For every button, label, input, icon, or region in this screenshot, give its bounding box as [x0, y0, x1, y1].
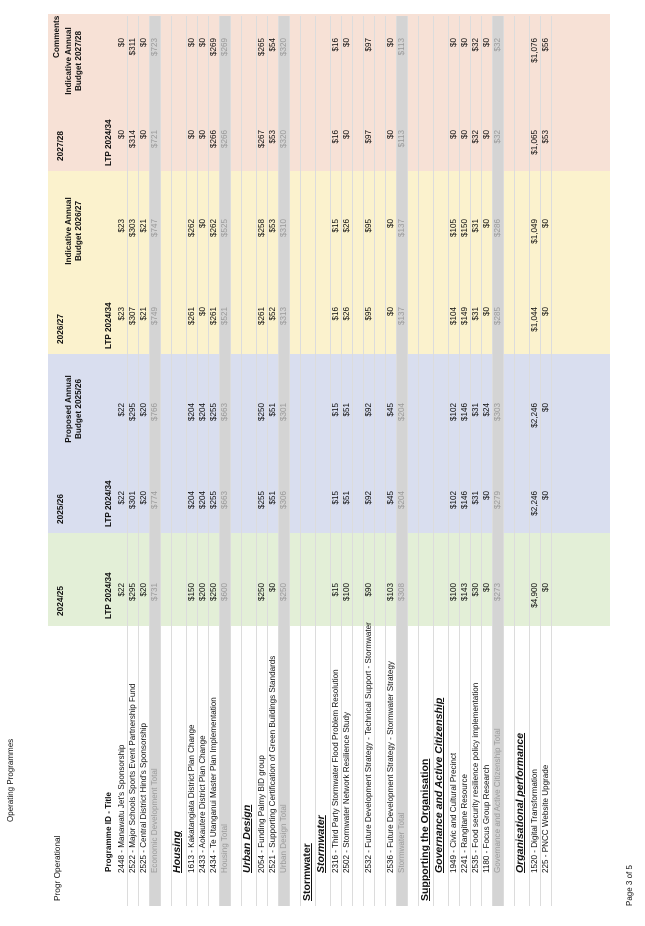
value-cell: $2,246 — [530, 491, 539, 516]
value-cell: $306 — [279, 491, 288, 510]
col-ltp-3: LTP 2024/34 — [104, 302, 113, 349]
col-comments: Comments — [52, 15, 61, 58]
value-cell: $265 — [257, 38, 266, 57]
year-2026-27: 2026/27 — [55, 314, 65, 344]
value-cell: $31 — [471, 491, 480, 505]
value-cell: $102 — [449, 491, 458, 510]
title-cell: Progr Operational — [52, 835, 62, 901]
value-cell: $23 — [117, 307, 126, 321]
value-cell: $0 — [482, 491, 491, 501]
value-cell: $16 — [331, 130, 340, 144]
value-cell: $600 — [220, 583, 229, 602]
value-cell: $0 — [198, 219, 207, 229]
value-cell: $0 — [460, 38, 469, 48]
value-cell: $0 — [386, 130, 395, 140]
value-cell: $32 — [471, 130, 480, 144]
subsection-heading — [172, 16, 187, 906]
value-cell: $53 — [541, 130, 550, 144]
value-cell: $307 — [128, 307, 137, 326]
row-label: 2054 - Funding Palmy BID group — [257, 755, 266, 873]
row-label: 225 - PNCC Website Upgrade — [541, 764, 550, 873]
value-cell: $250 — [257, 583, 266, 602]
table-row — [331, 16, 342, 906]
value-cell: $0 — [449, 130, 458, 140]
col-ltp-1: LTP 2024/34 — [104, 572, 113, 619]
value-cell: $204 — [397, 403, 406, 422]
value-cell: $95 — [364, 307, 373, 321]
row-label: 2532 - Future Development Strategy - Technical Support - Stormwater — [364, 622, 373, 873]
value-cell: $15 — [331, 491, 340, 505]
table-row — [257, 16, 268, 906]
subsection-heading — [242, 16, 257, 906]
row-label: 2525 - Central District Hind's Sponsorship — [139, 723, 148, 873]
value-cell: $15 — [331, 583, 340, 597]
value-cell: $0 — [139, 130, 148, 140]
value-cell: $95 — [364, 219, 373, 233]
value-cell: $303 — [493, 403, 502, 422]
spacer-row — [408, 16, 419, 906]
value-cell: $22 — [117, 403, 126, 417]
table-row — [482, 16, 493, 906]
value-cell: $53 — [268, 130, 277, 144]
value-cell: $262 — [187, 219, 196, 238]
value-cell: $92 — [364, 491, 373, 505]
spacer-row — [231, 16, 242, 906]
value-cell: $521 — [220, 307, 229, 326]
row-label: Stormwater — [301, 843, 313, 901]
value-cell: $0 — [187, 38, 196, 48]
table-row — [471, 16, 482, 906]
value-cell: $45 — [386, 491, 395, 505]
value-cell: $15 — [331, 219, 340, 233]
value-cell: $204 — [187, 403, 196, 422]
value-cell: $103 — [386, 583, 395, 602]
value-cell: $20 — [139, 491, 148, 505]
value-cell: $279 — [493, 491, 502, 510]
value-cell: $97 — [364, 38, 373, 52]
value-cell: $0 — [268, 583, 277, 593]
row-label: Governance and Active Citizenship Total — [493, 728, 502, 873]
row-label: 1613 - Kakatangiata District Plan Change — [187, 724, 196, 873]
value-cell: $146 — [460, 403, 469, 422]
value-cell: $24 — [482, 403, 491, 417]
spacer-row — [290, 16, 301, 906]
value-cell: $105 — [449, 219, 458, 238]
value-cell: $0 — [482, 307, 491, 317]
table-row — [198, 16, 209, 906]
value-cell: $0 — [187, 130, 196, 140]
value-cell: $774 — [150, 491, 159, 510]
value-cell: $104 — [449, 307, 458, 326]
value-cell: $1,049 — [530, 219, 539, 244]
row-label: 2536 - Future Development Strategy - Stormwater Strategy — [386, 661, 395, 873]
value-cell: $204 — [187, 491, 196, 510]
value-cell: $23 — [117, 219, 126, 233]
value-cell: $286 — [493, 219, 502, 238]
row-label: 2433 - Aokautere District Plan Change — [198, 735, 207, 873]
total-row — [397, 16, 408, 906]
value-cell: $0 — [541, 491, 550, 501]
value-cell: $150 — [460, 219, 469, 238]
value-cell: $320 — [279, 130, 288, 149]
value-cell: $747 — [150, 219, 159, 238]
row-label: Stormwater — [315, 815, 327, 873]
value-cell: $295 — [128, 403, 137, 422]
value-cell: $663 — [220, 491, 229, 510]
value-cell: $0 — [139, 38, 148, 48]
value-cell: $0 — [460, 130, 469, 140]
value-cell: $250 — [257, 403, 266, 422]
value-cell: $102 — [449, 403, 458, 422]
value-cell: $4,900 — [530, 583, 539, 608]
subsection-heading — [316, 16, 331, 906]
value-cell: $0 — [482, 130, 491, 140]
value-cell: $137 — [397, 307, 406, 326]
value-cell: $0 — [541, 403, 550, 413]
value-cell: $20 — [139, 583, 148, 597]
value-cell: $31 — [471, 219, 480, 233]
row-label: 1520 - Digital Transformation — [530, 769, 539, 873]
table-row — [386, 16, 397, 906]
value-cell: $0 — [198, 130, 207, 140]
row-label: Economic Development Total — [150, 768, 159, 873]
page-header: Operating Programmes — [6, 738, 15, 822]
section-heading — [419, 16, 434, 906]
value-cell: $0 — [198, 307, 207, 317]
value-cell: $0 — [482, 219, 491, 229]
total-row — [279, 16, 290, 906]
value-cell: $0 — [386, 219, 395, 229]
row-label: 1949 - Civic and Cultural Precinct — [449, 752, 458, 873]
value-cell: $255 — [257, 491, 266, 510]
year-2024-25: 2024/25 — [55, 586, 65, 616]
value-cell: $100 — [342, 583, 351, 602]
row-label: Organisational performance — [514, 732, 526, 873]
table-header — [48, 16, 115, 906]
value-cell: $314 — [128, 130, 137, 149]
table-row — [449, 16, 460, 906]
value-cell: $0 — [482, 38, 491, 48]
row-label: 1180 - Focus Group Research — [482, 764, 491, 873]
value-cell: $255 — [209, 403, 218, 422]
spacer-row — [353, 16, 364, 906]
budget-table — [48, 16, 610, 906]
value-cell: $250 — [209, 583, 218, 602]
value-cell: $21 — [139, 219, 148, 233]
value-cell: $204 — [397, 491, 406, 510]
row-label: 2316 - Third Party Stormwater Flood Problem Resolution — [331, 669, 340, 873]
subheader-2026-27: Indicative Annual Budget 2026/27 — [64, 197, 83, 265]
value-cell: $731 — [150, 583, 159, 602]
value-cell: $0 — [541, 307, 550, 317]
value-cell: $303 — [128, 219, 137, 238]
section-heading — [301, 16, 316, 906]
value-cell: $15 — [331, 403, 340, 417]
value-cell: $204 — [198, 403, 207, 422]
value-cell: $301 — [128, 491, 137, 510]
value-cell: $51 — [268, 491, 277, 505]
value-cell: $0 — [449, 38, 458, 48]
value-cell: $269 — [220, 38, 229, 57]
value-cell: $269 — [209, 38, 218, 57]
value-cell: $525 — [220, 219, 229, 238]
subheader-2025-26: Proposed Annual Budget 2025/26 — [64, 375, 83, 443]
row-label: 2502 - Stormwater Network Resilience Study — [342, 711, 351, 873]
value-cell: $313 — [279, 307, 288, 326]
spacer-row — [161, 16, 172, 906]
value-cell: $146 — [460, 491, 469, 510]
value-cell: $31 — [471, 307, 480, 321]
value-cell: $255 — [209, 491, 218, 510]
value-cell: $20 — [139, 403, 148, 417]
row-label: 2535 - Food security resilience policy implementation — [471, 682, 480, 873]
subsection-heading — [515, 16, 530, 906]
row-label: Housing Total — [220, 824, 229, 873]
value-cell: $308 — [397, 583, 406, 602]
value-cell: $149 — [460, 307, 469, 326]
row-label: 2521 - Supporting Certification of Green Buildings Standards — [268, 655, 277, 873]
value-cell: $0 — [541, 583, 550, 593]
value-cell: $1,044 — [530, 307, 539, 332]
value-cell: $16 — [331, 38, 340, 52]
subsection-heading — [434, 16, 449, 906]
value-cell: $51 — [342, 491, 351, 505]
row-label: Urban Design Total — [279, 804, 288, 873]
value-cell: $261 — [257, 307, 266, 326]
value-cell: $90 — [364, 583, 373, 597]
value-cell: $22 — [117, 491, 126, 505]
value-cell: $204 — [198, 491, 207, 510]
value-cell: $51 — [342, 403, 351, 417]
value-cell: $258 — [257, 219, 266, 238]
value-cell: $261 — [209, 307, 218, 326]
value-cell: $301 — [279, 403, 288, 422]
value-cell: $52 — [268, 307, 277, 321]
value-cell: $311 — [128, 38, 137, 56]
year-2025-26: 2025/26 — [55, 494, 65, 524]
value-cell: $0 — [117, 130, 126, 140]
value-cell: $100 — [449, 583, 458, 602]
spacer-row — [375, 16, 386, 906]
col-ltp-2: LTP 2024/34 — [104, 480, 113, 527]
value-cell: $766 — [150, 403, 159, 422]
value-cell: $749 — [150, 307, 159, 326]
value-cell: $31 — [471, 403, 480, 417]
value-cell: $1,065 — [530, 130, 539, 155]
value-cell: $54 — [268, 38, 277, 52]
value-cell: $56 — [541, 38, 550, 52]
value-cell: $0 — [386, 38, 395, 48]
value-cell: $285 — [493, 307, 502, 326]
value-cell: $113 — [397, 130, 406, 148]
total-row — [493, 16, 504, 906]
total-row — [150, 16, 161, 906]
col-ltp-4: LTP 2024/34 — [104, 119, 113, 166]
row-label: 2241 - Rangitane Resource — [460, 774, 469, 873]
value-cell: $150 — [187, 583, 196, 602]
value-cell: $21 — [139, 307, 148, 321]
value-cell: $267 — [257, 130, 266, 149]
table-row — [541, 16, 552, 906]
table-row — [139, 16, 150, 906]
row-label: Governance and Active Citizenship — [433, 697, 445, 873]
row-label: Urban Design — [241, 804, 253, 873]
value-cell: $97 — [364, 130, 373, 144]
value-cell: $0 — [342, 38, 351, 48]
value-cell: $22 — [117, 583, 126, 597]
value-cell: $663 — [220, 403, 229, 422]
value-cell: $0 — [342, 130, 351, 140]
value-cell: $261 — [187, 307, 196, 326]
value-cell: $2,246 — [530, 403, 539, 428]
table-row — [117, 16, 128, 906]
value-cell: $0 — [386, 307, 395, 317]
value-cell: $53 — [268, 219, 277, 233]
value-cell: $0 — [482, 583, 491, 593]
value-cell: $51 — [268, 403, 277, 417]
page-footer: Page 3 of 5 — [625, 865, 634, 906]
table-row — [364, 16, 375, 906]
value-cell: $273 — [493, 583, 502, 602]
value-cell: $137 — [397, 219, 406, 238]
row-label: 2448 - Manawatu Jet's Sponsorship — [117, 744, 126, 873]
col-programme: Programme ID - Title — [104, 792, 113, 872]
value-cell: $723 — [150, 38, 159, 57]
value-cell: $92 — [364, 403, 373, 417]
total-row — [220, 16, 231, 906]
value-cell: $200 — [198, 583, 207, 602]
value-cell: $320 — [279, 38, 288, 57]
value-cell: $143 — [460, 583, 469, 602]
table-row — [530, 16, 541, 906]
value-cell: $30 — [471, 583, 480, 597]
value-cell: $310 — [279, 219, 288, 238]
table-row — [128, 16, 139, 906]
value-cell: $295 — [128, 583, 137, 602]
value-cell: $16 — [331, 307, 340, 321]
value-cell: $113 — [397, 38, 406, 56]
value-cell: $721 — [150, 130, 159, 149]
table-row — [460, 16, 471, 906]
value-cell: $32 — [493, 130, 502, 144]
table-row — [209, 16, 220, 906]
row-label: 2434 - Te Utanganui Master Plan Implementation — [209, 697, 218, 873]
value-cell: $0 — [117, 38, 126, 48]
value-cell: $0 — [541, 219, 550, 229]
value-cell: $26 — [342, 307, 351, 321]
year-2027-28: 2027/28 — [55, 131, 65, 161]
row-label: 2522 - Major Schools Sports Event Partnership Fund — [128, 683, 137, 873]
value-cell: $266 — [209, 130, 218, 149]
row-label: Stormwater Total — [397, 812, 406, 873]
value-cell: $266 — [220, 130, 229, 149]
value-cell: $262 — [209, 219, 218, 238]
table-row — [268, 16, 279, 906]
value-cell: $32 — [471, 38, 480, 52]
row-label: Supporting the Organisation — [419, 758, 431, 901]
value-cell: $0 — [198, 38, 207, 48]
value-cell: $26 — [342, 219, 351, 233]
table-row — [342, 16, 353, 906]
value-cell: $1,076 — [530, 38, 539, 63]
table-row — [187, 16, 198, 906]
subheader-2027-28: Indicative Annual Budget 2027/28 — [64, 27, 83, 95]
row-label: Housing — [171, 831, 183, 873]
value-cell: $32 — [493, 38, 502, 52]
value-cell: $45 — [386, 403, 395, 417]
value-cell: $250 — [279, 583, 288, 602]
